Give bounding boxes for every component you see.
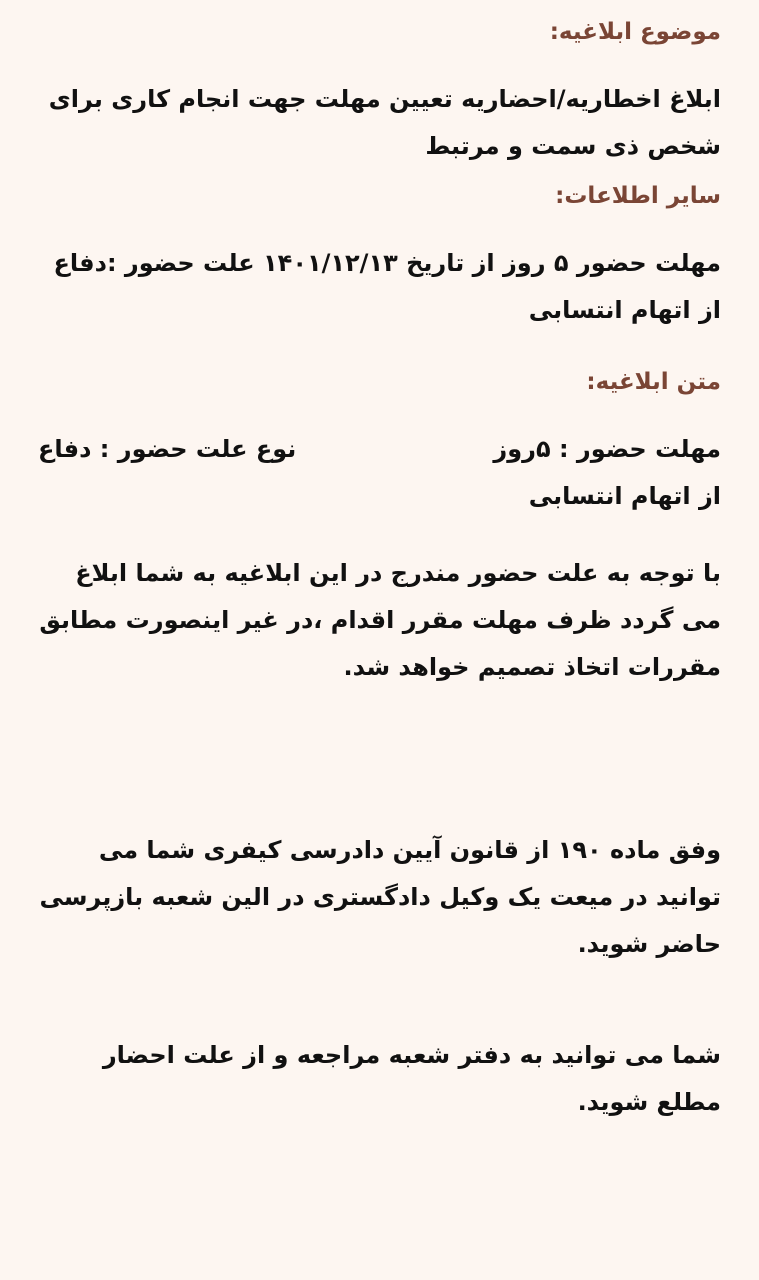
deadline-row: [38, 426, 721, 473]
other-info-heading: سایر اطلاعات:: [555, 183, 721, 209]
notice-text-heading: متن ابلاغیه:: [586, 369, 721, 395]
reason-type-text: نوع علت حضور : دفاع: [38, 435, 297, 463]
deadline-text: مهلت حضور : ۵روز: [493, 435, 721, 463]
notice-paragraph: با توجه به علت حضور مندرج در این ابلاغیه به شما ابلاغ می گردد ظرف مهلت مقرر اقدام ،در غیر اینصورت مطابق مقررات اتخاذ تصمیم خواهد شد.: [39, 559, 721, 681]
deadline-block: [38, 426, 721, 520]
subject-text: ابلاغ اخطاریه/احضاریه تعیین مهلت جهت انجام کاری برای شخص ذی سمت و مرتبط: [48, 85, 721, 160]
legal-article-paragraph: وفق ماده ۱۹۰ از قانون آیین دادرسی کیفری شما می توانید در میعت یک وکیل دادگستری در الین شعبه بازپرسی حاضر شوید.: [39, 836, 721, 958]
office-referral-paragraph: شما می توانید به دفتر شعبه مراجعه و از علت احضار مطلع شوید.: [102, 1041, 721, 1116]
other-info-text: مهلت حضور ۵ روز از تاریخ ۱۴۰۱/۱۲/۱۳ علت حضور :دفاع از اتهام انتسابی: [53, 249, 721, 324]
subject-heading: موضوع ابلاغیه:: [549, 19, 721, 45]
reason-continuation: از اتهام انتسابی: [528, 482, 721, 510]
